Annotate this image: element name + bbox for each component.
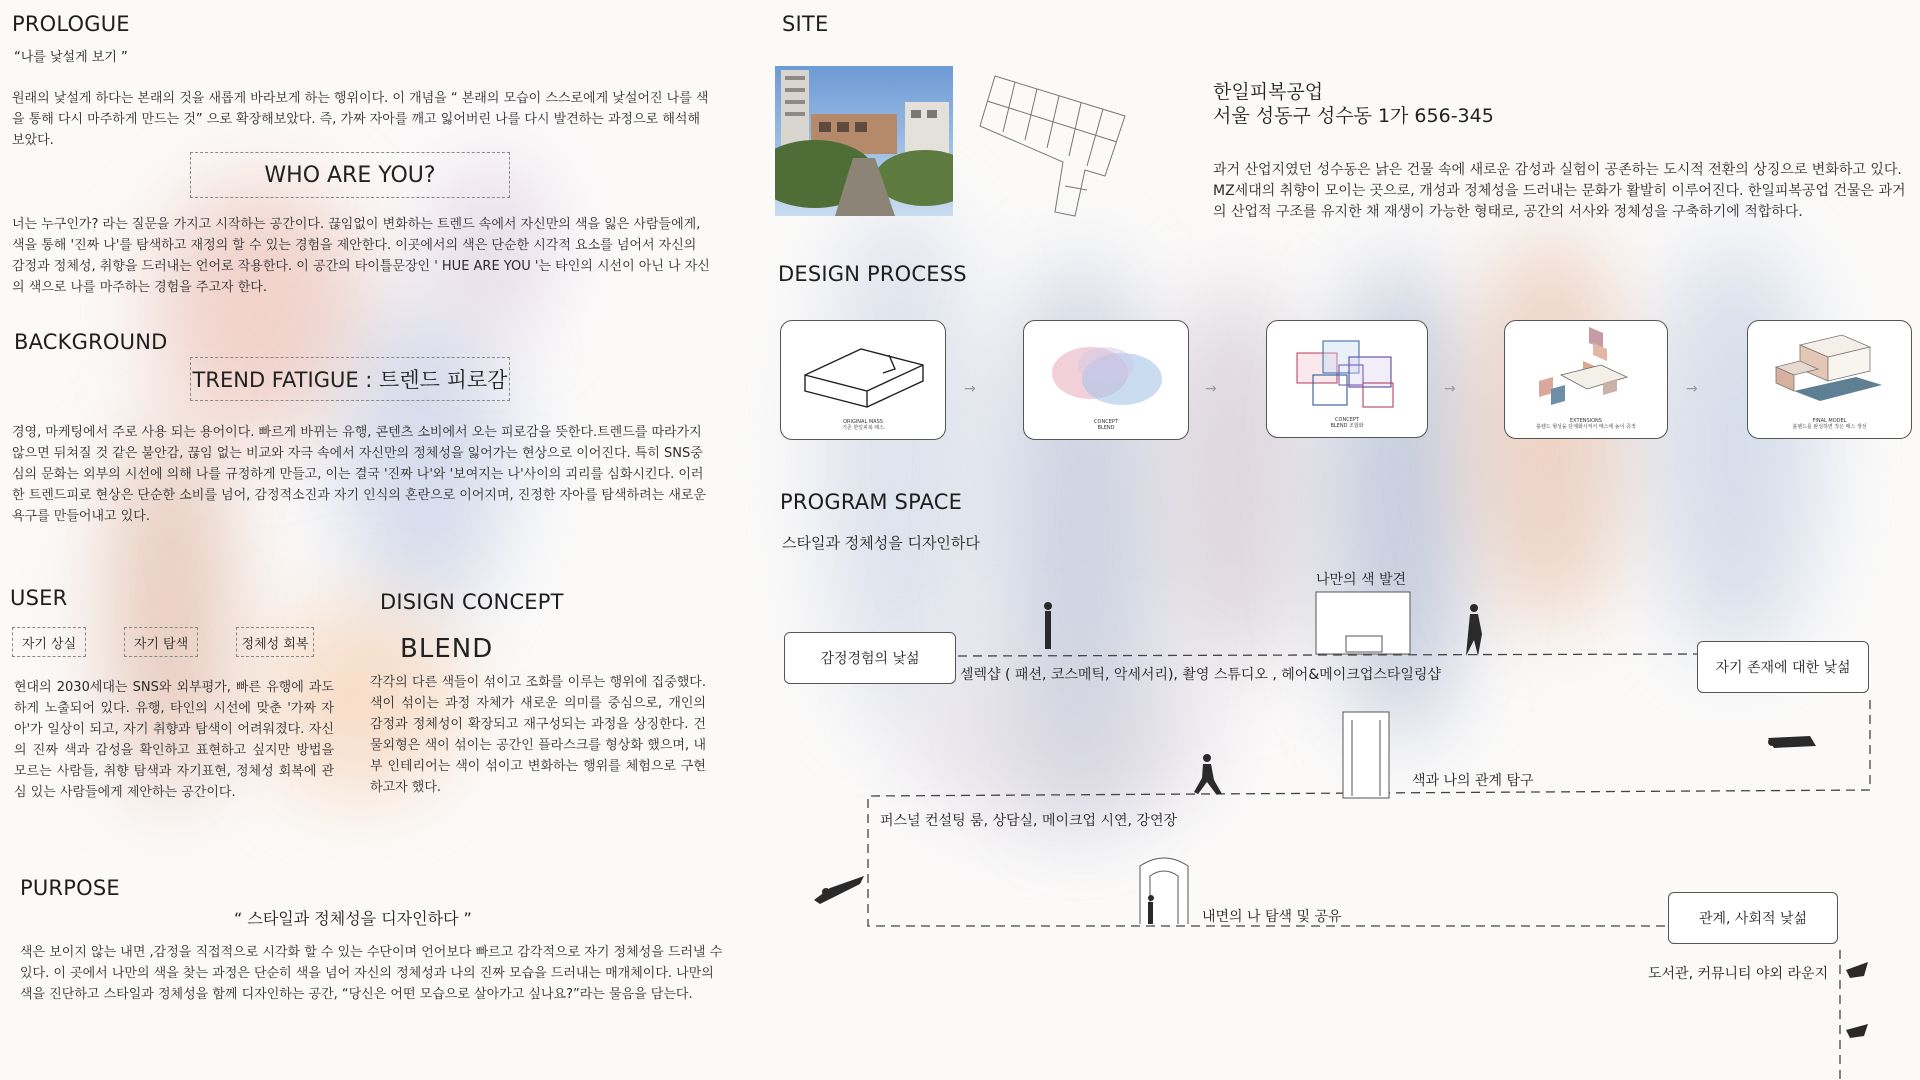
user-title: USER (10, 586, 68, 610)
program-box-3-label: 관계, 사회적 낯섦 (1698, 911, 1808, 927)
program-box-emotion (784, 632, 956, 684)
program-box-self (1697, 641, 1869, 693)
user-tag-3: 정체성 회복 (236, 627, 314, 657)
program-box-social (1668, 892, 1838, 944)
concept-title: DISIGN CONCEPT (380, 590, 564, 614)
site-title: SITE (782, 12, 829, 36)
process-step-5-en: FINAL MODEL (1812, 418, 1847, 424)
program-title: PROGRAM SPACE (780, 490, 963, 514)
process-arrow-1: → (964, 381, 976, 397)
process-step-2-ko: BLEND (1097, 425, 1115, 431)
program-line-3: 도서관, 커뮤니티 야외 라운지 (1648, 966, 1829, 982)
process-step-3-en: CONCEPT (1335, 417, 1359, 423)
user-tag-1: 자기 상실 (12, 627, 86, 657)
purpose-title: PURPOSE (20, 876, 120, 900)
process-step-1-en: ORIGINAL MASS (843, 419, 883, 425)
process-step-4-ko: 블렌드 형성을 단계화시켜서 매스에 높이 증적 (1536, 424, 1636, 430)
who-title: WHO ARE YOU? (264, 162, 436, 188)
process-arrow-4: → (1686, 381, 1698, 397)
process-step-1-ko: 기존 한일피복 매스 (842, 425, 884, 431)
background-body: 경영, 마케팅에서 주로 사용 되는 용어이다. 빠르게 바뀌는 유행, 콘텐츠 소비에서 오는 피로감을 뜻한다.트렌드를 따라가지 않으면 뒤쳐질 것 같은 불안감, 끊임 없는 비교와 자극 속에서 자신만의 정체성을 잃어가는 현상으로 이어진다. 특히 SNS중심의 문화는 외부의 시선에 의해 나를 규정하게 만들고, 이는 결국 '진짜 나'와 '보여지는 나'사이의 괴리를 심화시킨다. 이러한 트렌드피로 현상은 단순한 소비를 넘어, 감정적소진과 자기 인식의 혼란으로 이어지며, 진정한 자아를 탐색하려는 새로운 욕구를 만들어내고 있다. (12, 425, 707, 524)
prologue-quote: “나를 낯설게 보기 ” (14, 50, 128, 65)
program-label-mid: 색과 나의 관계 탐구 (1412, 773, 1534, 789)
program-label-top: 나만의 색 발견 (1316, 572, 1407, 588)
concept-body: 각각의 다른 색들이 섞이고 조화를 이루는 행위에 집중했다. 색이 섞이는 과정 자체가 새로운 의미를 중심으로, 개인의 감정과 정체성이 확장되고 재구성되는 과정을 상징한다. 건물외형은 색이 섞이는 공간인 플라스크를 형상화 했으며, 내부 인테리어는 색이 섞이고 변화하는 행위를 체험으로 구현하고자 했다. (370, 675, 706, 795)
prologue-body: 원래의 낯설게 하다는 본래의 것을 새롭게 바라보게 하는 행위이다. 이 개념을 “ 본래의 모습이 스스로에게 낯설어진 나를 색을 통해 다시 마주하게 만드는 것” 으로 확장해보았다. 즉, 가짜 자아를 깨고 잃어버린 나를 다시 발견하는 과정으로 해석해보았다. (12, 91, 709, 148)
purpose-body: 색은 보이지 않는 내면 ,감정을 직접적으로 시각화 할 수 있는 수단이며 언어보다 빠르고 감각적으로 자기 정체성을 드러낼 수 있다. 이 곳에서 나만의 색을 찾는 과정은 단순히 색을 넘어 자신의 정체성과 나의 진짜 모습을 드러내는 매개체이다. 나만의 색을 진단하고 스타일과 정체성을 함께 디자인하는 공간, “당신은 어떤 모습으로 살아가고 싶나요?”라는 물음을 담는다. (20, 945, 723, 1002)
program-box-1-label: 감정경험의 낯섦 (820, 651, 920, 667)
program-subtitle: 스타일과 정체성을 디자인하다 (782, 534, 980, 552)
background-subtitle: TREND FATIGUE : 트렌드 피로감 (192, 368, 508, 392)
process-step-3-ko: BLEND 조합화 (1330, 423, 1364, 429)
who-body: 너는 누구인가? 라는 질문을 가지고 시작하는 공간이다. 끊임없이 변화하는 트렌드 속에서 자신만의 색을 잃은 사람들에게, 색을 통해 '진짜 나'를 탐색하고 재정의 할 수 있는 경험을 제안한다. 이곳에서의 색은 단순한 시각적 요소를 넘어서 자신의 감정과 정체성, 취향을 드러내는 언어로 작용한다. 이 공간의 타이틀문장인 ' HUE ARE YOU '는 타인의 시선이 아닌 나 자신의 색으로 나를 마주하는 경험을 주고자 한다. (12, 217, 710, 295)
process-step-4-en: EXTENSIONS (1570, 418, 1602, 424)
process-step-5-ko: 블렌드를 완성하면 작은 매스 생성 (1792, 424, 1867, 430)
site-address: 서울 성동구 성수동 1가 656-345 (1213, 105, 1494, 127)
program-line-2: 퍼스널 컨설팅 룸, 상담실, 메이크업 시연, 강연장 (880, 813, 1178, 829)
concept-word: BLEND (400, 634, 494, 664)
process-arrow-3: → (1444, 381, 1456, 397)
prologue-title: PROLOGUE (12, 12, 130, 36)
user-tag-2: 자기 탐색 (124, 627, 198, 657)
site-name: 한일피복공업 (1213, 81, 1324, 103)
process-step-2-en: CONCEPT (1094, 419, 1118, 425)
program-label-low: 내면의 나 탐색 및 공유 (1202, 909, 1342, 925)
program-box-2-label: 자기 존재에 대한 낯섦 (1715, 660, 1851, 676)
user-body: 현대의 2030세대는 SNS와 외부평가, 빠른 유행에 과도하게 노출되어 있다. 유행, 타인의 시선에 맞춘 '가짜 자아'가 일상이 되고, 자기 취향과 탐색이 어려워졌다. 자신의 진짜 색과 감성을 확인하고 표현하고 싶지만 방법을 모르는 사람들, 취향 탐색과 자기표현, 정체성 회복에 관심 있는 사람들에게 제안하는 공간이다. (14, 680, 334, 800)
site-body: 과거 산업지였던 성수동은 낡은 건물 속에 새로운 감성과 실험이 공존하는 도시적 전환의 상징으로 변화하고 있다. MZ세대의 취향이 모이는 곳으로, 개성과 정체성을 드러내는 문화가 활발히 이루어진다. 한일피복공업 건물은 과거의 산업적 구조를 유지한 채 재생이 가능한 형태로, 공간의 서사와 정체성을 구축하기에 적합하다. (1213, 162, 1906, 220)
process-title: DESIGN PROCESS (778, 262, 967, 286)
program-line-1: 셀렉샵 ( 패션, 코스메틱, 악세서리), 촬영 스튜디오 , 헤어&메이크업스타일링샵 (960, 667, 1441, 683)
background-title: BACKGROUND (14, 330, 168, 354)
process-arrow-2: → (1205, 381, 1217, 397)
purpose-quote: “ 스타일과 정체성을 디자인하다 ” (234, 909, 472, 928)
